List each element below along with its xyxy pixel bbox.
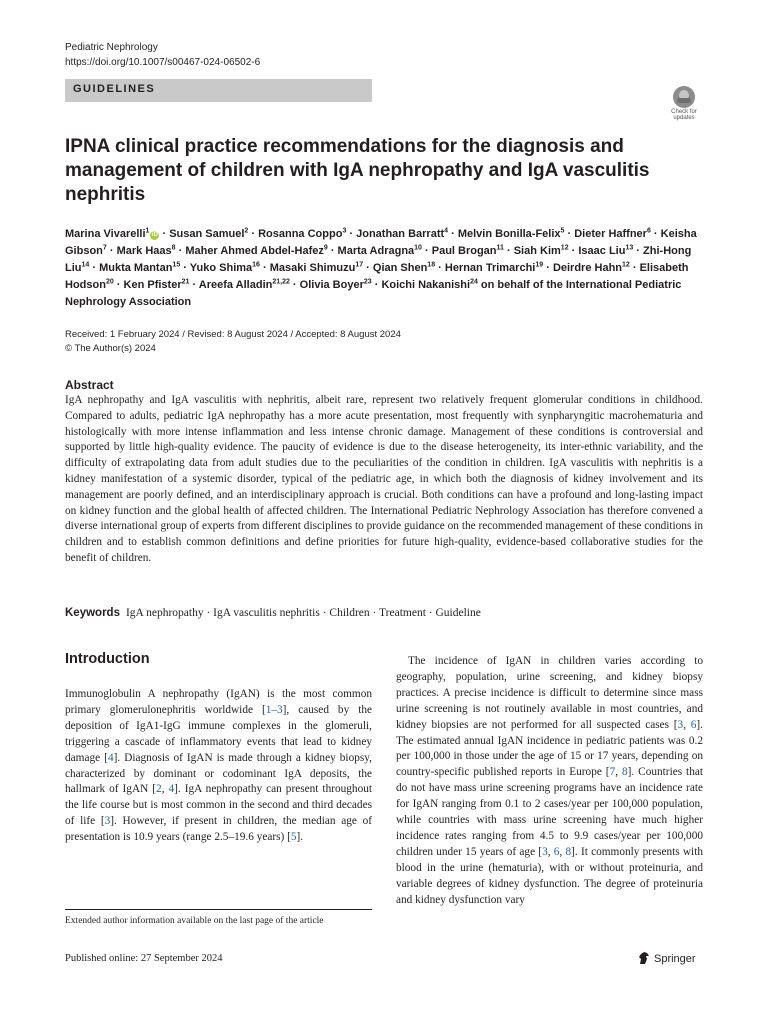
author-name[interactable]: Yuko Shima [189,262,253,274]
citation-link[interactable]: 7 [609,766,616,779]
section-label: GUIDELINES [73,83,156,95]
keywords-list: IgA nephropathy · IgA vasculitis nephritis · Children · Treatment · Guideline [125,607,481,619]
author-affiliation: 12 [622,261,630,269]
author-name[interactable]: Areefa Alladin [198,279,273,291]
footnote-rule [65,909,372,910]
author-name[interactable]: Melvin Bonilla-Felix [457,228,561,240]
author-affiliation: 17 [355,261,364,269]
citation-link[interactable]: 2 [156,783,162,796]
author-name[interactable]: Deirdre Hahn [552,262,623,274]
springer-horse-icon [637,951,651,965]
citation-link[interactable]: 3 [542,845,548,858]
author-affiliation: 18 [427,261,436,269]
springer-wordmark: Springer [654,953,696,965]
doi-link[interactable]: https://doi.org/10.1007/s00467-024-06502-6 [65,57,261,68]
author-affiliation: 24 [470,278,478,286]
check-for-updates-badge[interactable] [666,86,702,122]
history-dates: Received: 1 February 2024 / Revised: 8 August 2024 / Accepted: 8 August 2024 [65,329,401,340]
author-affiliation: 15 [172,261,181,269]
author-affiliation: 12 [560,244,569,252]
author-name[interactable]: Zhi-Hong Liu [65,245,692,274]
intro-paragraph-1: Immunoglobulin A nephropathy (IgAN) is the most common primary glomerulonephritis worldwide [1–3], caused by the deposition of IgA1-IgG immune complexes in the glomeruli, triggering a cascade of inflammatory events that lead to kidney damage [4]. Diagnosis of IgAN is made through a kidney biopsy, characterized by dominant or codominant IgA deposits, the hallmark of IgAN [2, 4]. IgA nephropathy can present throughout the life course but is most common in the second and third decades of life [3]. However, if present in children, the median age of presentation is 10.9 years (range 2.5–19.6 years) [5]. [65,688,373,844]
citation-link[interactable]: 4 [107,751,114,764]
intro-paragraph-2: The incidence of IgAN in children varies according to geography, population, urine screening, and kidney biopsy practices. A precise incidence is difficult to determine since mass urine screening is not routinely available in most countries, and kidney biopsies are not performed for all suspected cases [3, 6]. The estimated annual IgAN incidence in pediatric patients was 0.2 per 100,000 in those under the age of 15 or 17 years, depending on country-specific published reports in Europe [7, 8]. Countries that do not have mass urine screening programs have an incidence rate for IgAN ranging from 0.1 to 2 cases/year per 100,000 population, while countries with mass urine screening have much higher incidence rates ranging from 4.5 to 9.9 cases/year per 100,000 children under 15 years of age [3, 6, 8]. It commonly presents with blood in the urine (hematuria), with or without proteinuria, and variable degrees of kidney dysfunction. The degree of proteinuria and kidney dysfunction vary [396,655,703,906]
citation-link[interactable]: 4 [168,783,175,796]
citation-link[interactable]: 6 [690,718,697,731]
author-affiliation: 20 [105,278,114,286]
author-name[interactable]: Qian Shen [372,262,428,274]
journal-header [65,40,260,70]
author-affiliation: 2 [244,227,249,235]
author-list: Marina Vivarelli$^1$iD · Susan Samuel$^2$ · Rosanna Coppo$^3$ · Jonathan Barratt$^4$ · Melvin Bonilla-Felix$^5$ · Dieter Haffner$^6$ · Keisha Gibson$^7$ · Mark Haas$^8$ · Maher Ahmed Abdel-Hafez$^9$ · Marta Adragna$^{10}$ · Paul Brogan$^{11}$ · Siah Kim$^{12}$ · Isaac Liu$^{13}$ · Zhi-Hong Liu$^{14}$ · Mukta Mantan$^{15}$ · Yuko Shima$^{16}$ · Masaki Shimuzu$^{17}$ · Qian Shen$^{18}$ · Hernan Trimarchi$^{19}$ · Deirdre Hahn$^{12}$ · Elisabeth Hodson$^{20}$ · Ken Pfister$^{21}$ · Areefa Alladin$^{21,22}$ · Olivia Boyer$^{23}$ · Koichi Nakanishi$^{24}$ on behalf of the International Pediatric Nephrology Association [65,227,697,308]
author-name[interactable]: Siah Kim [513,245,561,257]
author-name[interactable]: Jonathan Barratt [356,228,445,240]
check-for-updates-text: Check for updates [671,109,697,121]
springer-logo [637,951,696,965]
journal-name: Pediatric Nephrology [65,42,158,53]
citation-link[interactable]: 8 [565,845,572,858]
section-banner [65,79,372,102]
abstract-text: IgA nephropathy and IgA vasculitis with nephritis, albeit rare, represent two relatively frequent glomerular conditions in childhood. Compared to adults, pediatric IgA nephropathy has a more acute presentation, most frequently with synpharyngitic macrohematuria and histologically with more intense inflammation and less intense chronic damage. Management of these conditions is controversial and supported by little high-quality evidence. The paucity of evidence is due to the disease heterogeneity, its inter-ethnic variability, and the difficulty of extrapolating data from adult studies due to the peculiarities of the condition in children. IgA vasculitis with nephritis is a kidney manifestation of a systemic disorder, typical of the pediatric age, in which both the diagnosis of kidney involvement and its management are poorly defined, and an interdisciplinary approach is crucial. Both conditions can have a profound and long-lasting impact on kidney function and the global health of affected children. The International Pediatric Nephrology Association has therefore convened a diverse international group of experts from different disciplines to provide guidance on the recommended management of these conditions in children and to establish common definitions and define priorities for future high-quality, evidence-based collaborative studies for the benefit of children. [65,394,703,564]
introduction-heading: Introduction [65,651,150,667]
author-affiliation: 13 [625,244,634,252]
published-online-date: Published online: 27 September 2024 [65,953,223,964]
citation-link[interactable]: 5 [290,831,297,844]
author-name[interactable]: Koichi Nakanishi [381,279,471,291]
author-name[interactable]: Susan Samuel [169,228,245,240]
author-name[interactable]: Mark Haas [116,245,172,257]
author-name[interactable]: Elisabeth Hodson [65,262,689,291]
author-name[interactable]: Maher Ahmed Abdel-Hafez [185,245,324,257]
author-name[interactable]: Keisha Gibson [65,228,697,257]
author-affiliation: 11 [496,244,504,252]
author-affiliation: 9 [323,244,328,252]
abstract-heading: Abstract [65,378,114,392]
author-name[interactable]: Ken Pfister [123,279,182,291]
author-affiliation: 14 [81,261,90,269]
citation-link[interactable]: 8 [622,766,628,779]
author-affiliation: 10 [414,244,422,252]
author-name[interactable]: Isaac Liu [578,245,626,257]
check-for-updates-icon [673,86,695,108]
author-affiliation: 23 [363,278,372,286]
author-name[interactable]: Rosanna Coppo [258,228,343,240]
author-name[interactable]: Hernan Trimarchi [444,262,536,274]
author-affiliation: 3 [342,227,347,235]
author-affiliation: 5 [560,227,565,235]
author-affiliation: 4 [444,227,449,235]
citation-link[interactable]: 1–3 [265,703,283,716]
article-dates [65,328,401,356]
citation-link[interactable]: 3 [104,815,111,828]
citation-link[interactable]: 6 [553,845,560,858]
author-name[interactable]: Marta Adragna [337,245,415,257]
author-affiliation: 19 [535,261,544,269]
author-name[interactable]: Dieter Haffner [574,228,647,240]
author-name[interactable]: Olivia Boyer [299,279,364,291]
author-name[interactable]: Paul Brogan [431,245,497,257]
author-affiliation: 16 [252,261,260,269]
keywords-line [65,605,705,621]
consortium-note: on behalf of the International Pediatric Nephrology Association [65,279,682,308]
author-affiliation: 21 [181,278,190,286]
footnote: Extended author information available on the last page of the article [65,916,324,926]
orcid-icon[interactable]: iD [151,232,158,238]
citation-link[interactable]: 3 [677,718,684,731]
author-affiliation: 1 [145,227,150,235]
author-name[interactable]: Masaki Shimuzu [269,262,356,274]
author-affiliation: 7 [102,244,107,252]
author-name[interactable]: Marina Vivarelli [65,228,146,240]
author-affiliation: 6 [646,227,651,235]
article-title: IPNA clinical practice recommendations for the diagnosis and management of children with IgA nephropathy and IgA vasculitis nephritis [65,136,650,205]
copyright-line: © The Author(s) 2024 [65,343,156,354]
author-affiliation: 21,22 [272,278,290,286]
author-name[interactable]: Mukta Mantan [99,262,173,274]
keywords-label: Keywords [65,607,120,619]
author-affiliation: 8 [171,244,176,252]
